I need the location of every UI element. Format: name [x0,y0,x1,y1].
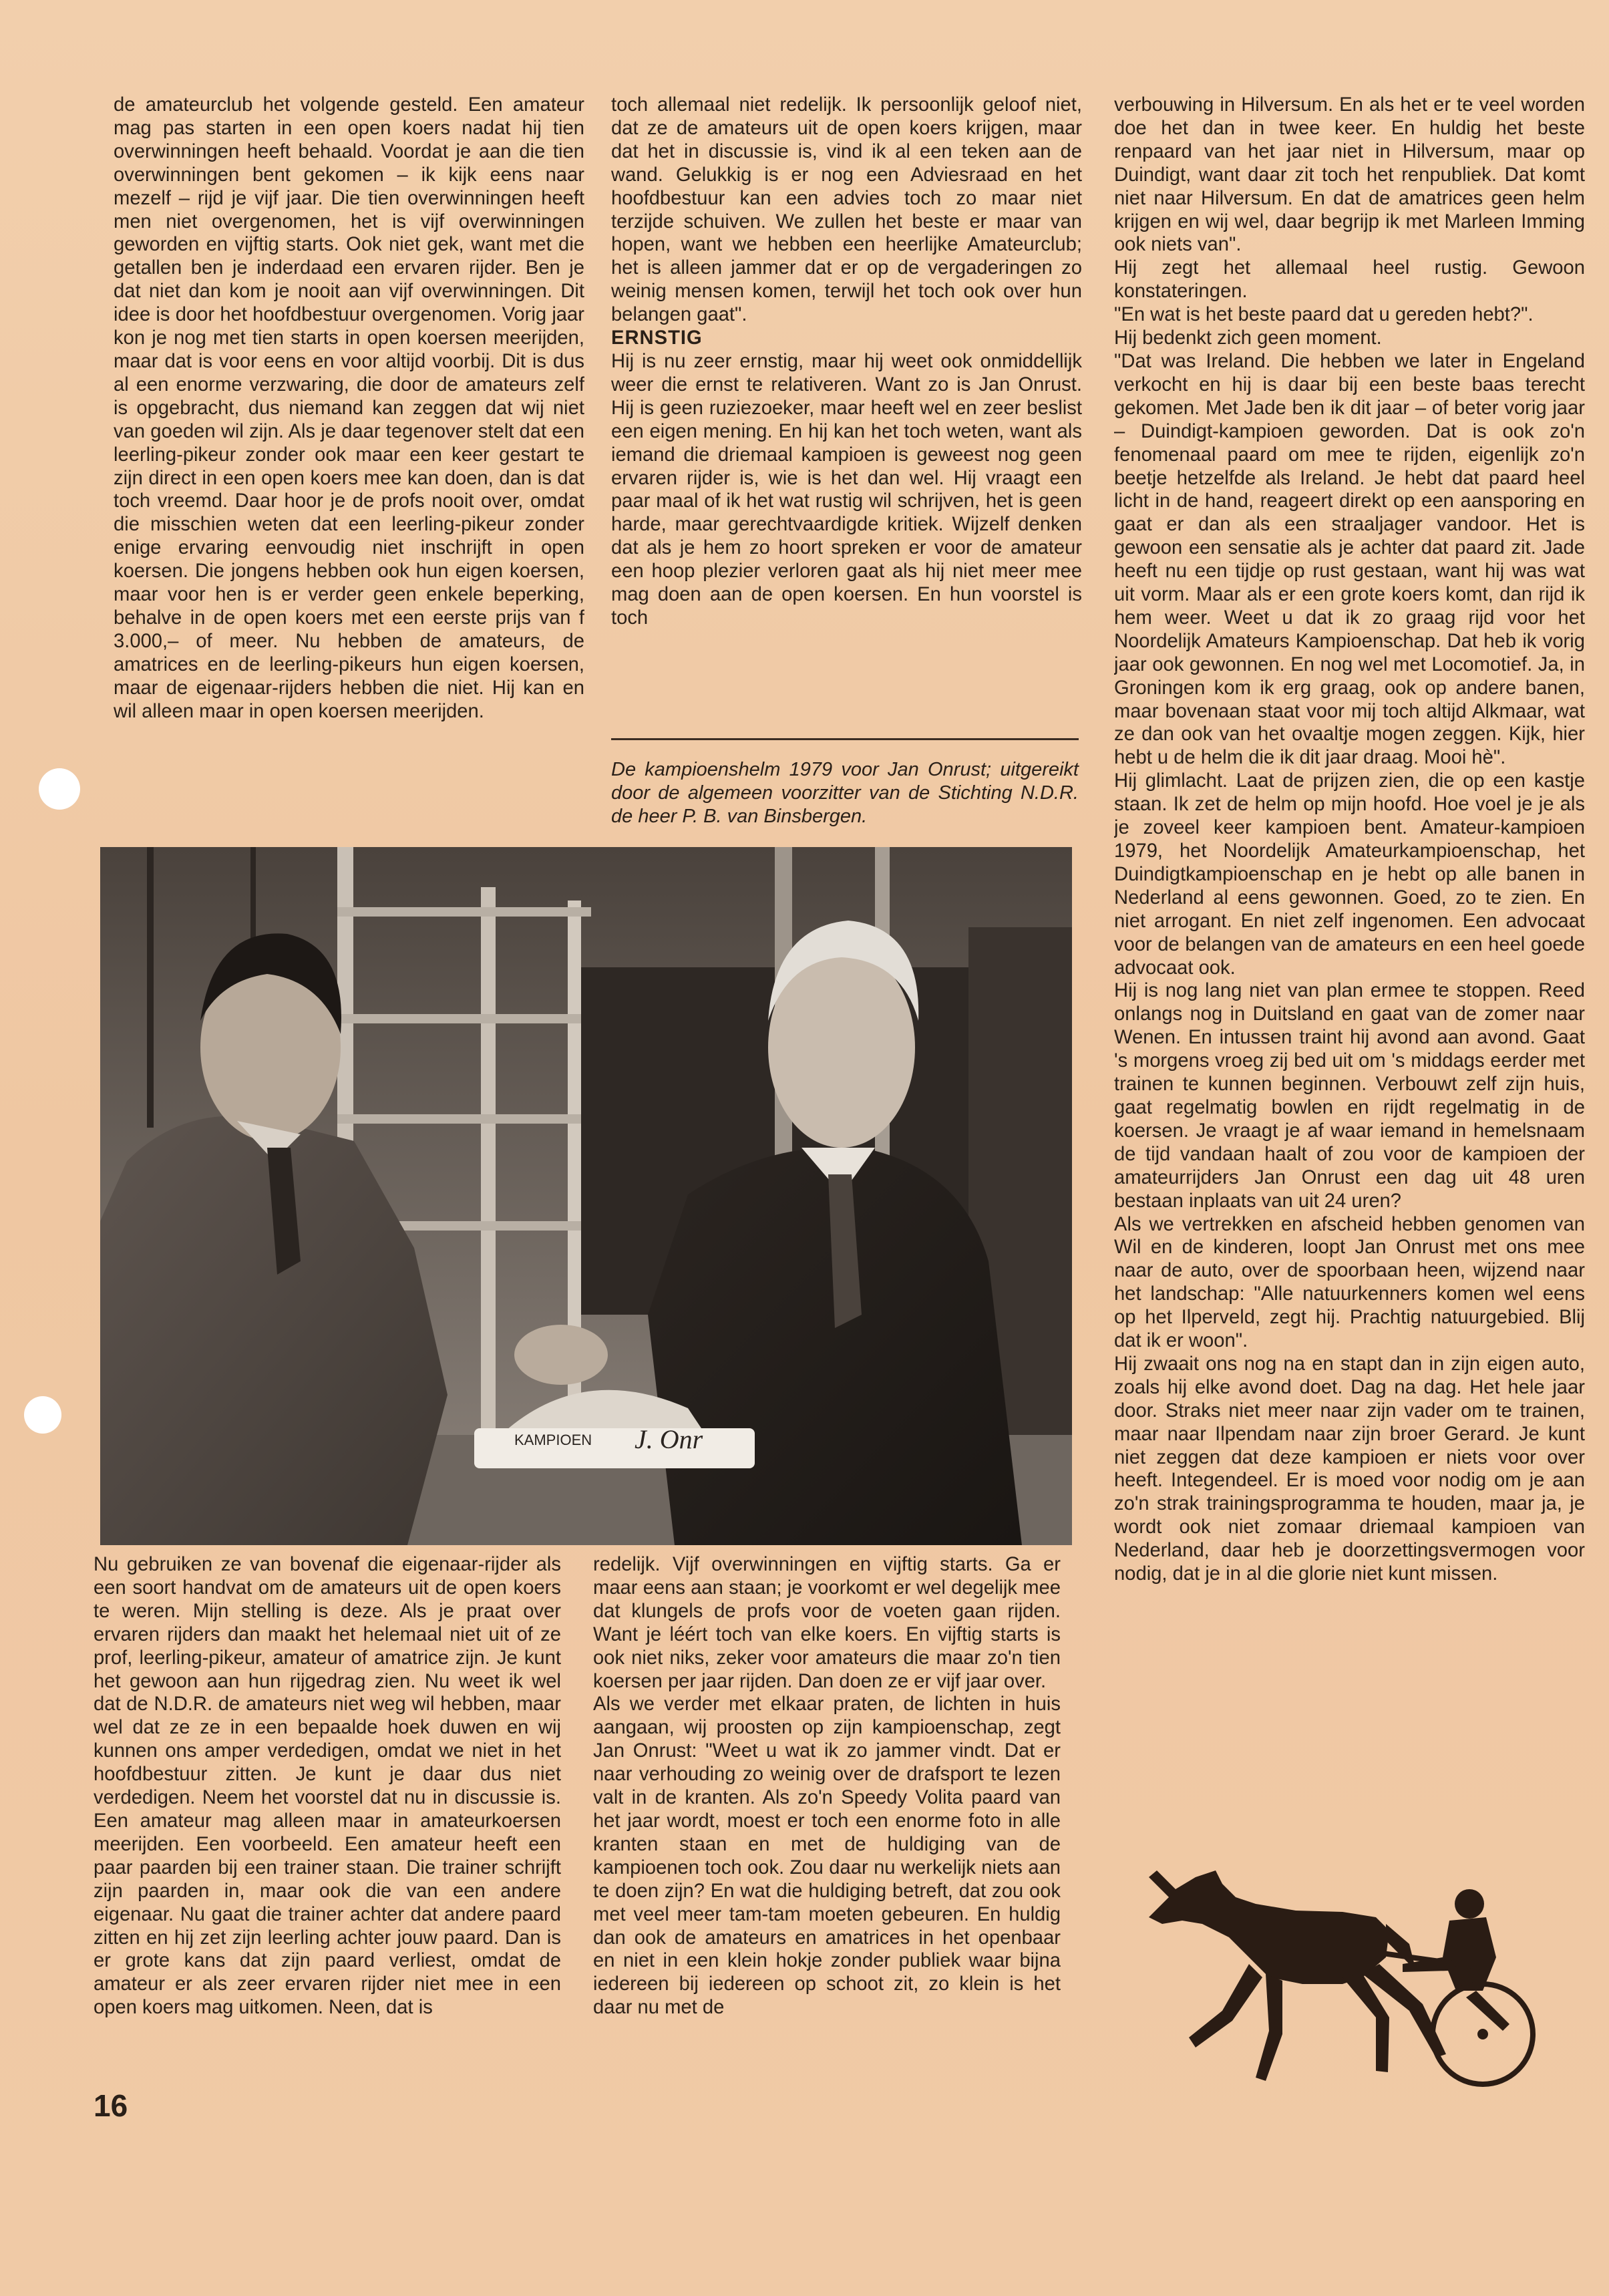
punch-hole-upper [39,768,80,810]
page-number: 16 [94,2088,128,2123]
trotter-horse-icon [1122,1857,1556,2098]
column-1-bottom [94,1553,561,2084]
column-2-bottom-text: redelijk. Vijf overwinningen en vijftig starts. Ga er maar eens aan staan; je voorkomt er wel degelijk mee dat klungels de profs voor de voeten gaan rijden. Want je léért toch van elke koers. En vijftig starts is ook niet niks, zeker voor amateurs die maar zo'n tien koersen per jaar rijden. Dan doen ze er vijf jaar over. Als we verder met elkaar praten, de lichten in huis aangaan, wij proosten op zijn kampioenschap, zegt Jan Onrust: "Weet u wat ik zo jammer vindt. Dat er naar verhouding zo weinig over de drafsport te lezen valt in de kranten. Als zo'n Speedy Volita paard van het jaar wordt, moest er toch een enorme foto in alle kranten staan en met de huldiging van de kampioenen toch ook. Zou daar nu werkelijk niets aan te doen zijn? En wat die huldiging betreft, dat zou ook met veel meer tam-tam moeten gebeuren. En huldig dan ook de amateurs en amatrices in het openbaar en niet in een klein hokje zonder publiek waar bijna iedereen bij iedereen op schoot zit, zo klein is het daar nu met de [593,1554,1061,2019]
column-3 [1114,94,1585,1830]
column-2-bottom [593,1553,1061,2084]
caption-divider [611,738,1079,740]
section-heading-ernstig: ERNSTIG [611,327,703,349]
helmet-label: KAMPIOEN [514,1432,592,1448]
column-1-bottom-text: Nu gebruiken ze van bovenaf die eigenaar-rijder als een soort handvat om de amateurs uit de open koers te weren. Mijn stelling is deze. Als je praat over ervaren rijders dan maakt het helemaal niet uit of ze prof, leerling-pikeur, amateur of amatrice zijn. Je kunt het gewoon aan hun rijgedrag zien. Nu weet ik wel dat de N.D.R. de amateurs niet weg wil hebben, maar wel dat ze ze in een bepaalde hoek duwen en wij kunnen ons amper verdedigen, omdat we niet in het hoofdbestuur zitten. Je kunt je daar dus niet verdedigen. Neem het voorstel dat nu in discussie is. Een amateur mag alleen maar in amateurkoersen meerijden. Een voorbeeld. Een amateur heeft een paar paarden bij een trainer staan. Die trainer schrijft zijn paarden in, maar ook die van een andere eigenaar. Nu gaat die trainer achter dat andere paard zitten en hij zet zijn leerling achter jouw paard. Dan is er grote kans dat zijn paard verliest, omdat de amateur er als zeer ervaren rijder niet mee in een open koers mag uitkomen. Neen, dat is [94,1554,561,2019]
column-2-ernstig-text: Hij is nu zeer ernstig, maar hij weet ook onmiddellijk weer die ernst te relativeren. Want zo is Jan Onrust. Hij is geen ruziezoeker, maar heeft wel en zeer beslist een eigen mening. En hij kan het toch weten, want als iemand die driemaal kampioen is geweest nog geen ervaren rijder is, wie is het dan wel. Hij vraagt een paar maal of ik het wat rustig wil schrijven, het is geen harde, maar gerechtvaardigde kritiek. Wijzelf denken dat als je hem zo hoort spreken er voor de amateur een hoop plezier verloren gaat als hij niet meer mee mag doen aan de open koersen. En hun voorstel is toch [611,350,1082,629]
punch-hole-lower [24,1396,61,1434]
column-2-top-text: toch allemaal niet redelijk. Ik persoonlijk geloof niet, dat ze de amateurs uit de open koers krijgen, maar dat het in discussie is, vind ik al een teken aan de wand. Gelukkig is er nog een Adviesraad en het hoofdbestuur kan een advies toch zo maar niet terzijde schuiven. We zullen het beste er maar van hopen, want we hebben een heerlijke Amateurclub; het is alleen jammer dat er op de vergaderingen zo weinig mensen komen, terwijl het toch ook over hun belangen gaat". [611,94,1082,326]
photo-caption: De kampioenshelm 1979 voor Jan Onrust; uitgereikt door de algemeen voorzitter van de Stichting N.D.R. de heer P. B. van Binsbergen. [611,759,1079,827]
column-3-text: verbouwing in Hilversum. En als het er te veel worden doe het dan in twee keer. En huldig het beste renpaard van het jaar niet in Hilversum, maar op Duindigt, want daar zit toch het renpubliek. Dat komt niet naar Hilversum. En dat de amatrices geen helm krijgen en wij wel, daar begrijp ik met Marleen Imming ook niets van". Hij zegt het allemaal heel rustig. Gewoon konstateringen. "En wat is het beste paard dat u gereden hebt?". Hij bedenkt zich geen moment. "Dat was Ireland. Die hebben we later in Engeland verkocht en hij is daar bij een beste baas terecht gekomen. Met Jade ben ik dit jaar – of beter vorig jaar – Duindigt-kampioen geworden. Dat is ook zo'n fenomenaal paard om mee te rijden, eigenlijk zo'n beetje hetzelfde als Ireland. Je hebt dat paard heel licht in de hand, reageert direkt op een aansporing en gaat er dan als een straaljager vandoor. Het is gewoon een sensatie als je achter dat paard zit. Jade heeft nu een tijdje op rust gestaan, want hij was wat uit vorm. Maar als er een grote koers komt, dan rijd ik hem weer. Weet u dat ik zo graag rijd voor het Noordelijk Amateurs Kampioenschap. Dat heb ik vorig jaar ook gewonnen. En nog wel met Locomotief. Ja, in Groningen kom ik erg graag, ook op andere banen, maar bovenaan staat voor mij toch altijd Alkmaar, wat ze dan ook van het ovaaltje mogen zeggen. Kijk, hier hebt u de helm die ik dit jaar draag. Mooi hè". Hij glimlacht. Laat de prijzen zien, die op een kastje staan. Ik zet de helm op mijn hoofd. Hoe voel je je als je zoveel keer kampioen bent. Amateur-kampioen 1979, het Noordelijk Amateurkampioenschap, het Duindigtkampioenschap en je hebt op alle banen in Nederland al eens gewonnen. Goed, zo te zien. En niet arrogant. En niet zelf ingenomen. Een advocaat voor de belangen van de amateurs en een heel goede advocaat ook. Hij is nog lang niet van plan ermee te stoppen. Reed onlangs nog in Duitsland en gaat van de zomer naar Wenen. En intussen traint hij avond aan avond. Gaat 's morgens vroeg zij bed uit om 's middags eerder met trainen te kunnen beginnen. Verbouwt zelf zijn huis, gaat regelmatig bowlen en rijdt regelmatig in de koersen. Je vraagt je af waar iemand in hemelsnaam de tijd vandaan haalt of zou voor de kampioen der amateurrijders Jan Onrust een dag uit 48 uren bestaan inplaats van uit 24 uren? Als we vertrekken en afscheid hebben genomen van Wil en de kinderen, loopt Jan Onrust met ons mee naar de auto, over de spoorbaan heen, wijzend naar het landschap: "Alle natuurkenners komen wel eens op het Ilperveld, zegt hij. Prachtig natuurgebied. Blij dat ik er woon". Hij zwaait ons nog na en stapt dan in zijn eigen auto, zoals hij elke avond doet. Dag na dag. Het hele jaar door. Straks niet meer naar zijn vader om te trainen, maar naar Ilpendam naar zijn broer Gerard. Je kunt niet zeggen dat deze kampioen er niets voor over heeft. Integendeel. Er is moed voor nodig om je aan zo'n strak trainingsprogramma te houden, maar ja, je wordt ook niet zomaar driemaal kampioen van Nederland, daar heb je doorzettingsvermogen voor nodig, dat je in al die glorie niet kunt missen. [1114,94,1585,1585]
award-photo-image [100,847,1072,1545]
award-photo [100,847,1072,1545]
column-1-top [114,94,584,832]
column-1-top-text: de amateurclub het volgende gesteld. Een amateur mag pas starten in een open koers nadat hij tien overwinningen heeft behaald. Voordat je aan die tien overwinningen bent gekomen – ik kijk eens naar mezelf – rijd je vijf jaar. Die tien overwinningen heeft men niet overgenomen, het is vijf overwinningen geworden en vijftig starts. Ook niet gek, want met die getallen ben je inderdaad een ervaren rijder. Ben je dat niet dan kom je nooit aan vijf overwinningen. Dit idee is door het hoofdbestuur overgenomen. Vorig jaar kon je nog met tien starts in open koersen meerijden, maar dat is voor eens en voor altijd voorbij. Dit is dus al een enorme verzwaring, die door de amateurs zelf is opgebracht, dus niemand kan zeggen dat wij niet van goeden wil zijn. Als je daar tegenover stelt dat een leerling-pikeur zonder ook maar een keer gestart te zijn direct in een open koers mee kan doen, dan is dat toch vreemd. Daar hoor je de profs nooit over, omdat die misschien weten dat een leerling-pikeur zonder enige ervaring eenvoudig niet inschrijft in open koersen. Die jongens hebben ook hun eigen koersen, maar voor hen is er verder geen enkele beperking, behalve in de open koers met een eerste prijs van f 3.000,– of meer. Nu hebben de amateurs, de amatrices en de leerling-pikeurs hun eigen koersen, maar de eigenaar-rijders hebben die niet. Hij kan en wil alleen maar in open koersen meerijden. [114,94,584,722]
column-2-top [611,94,1082,718]
helmet-signature: J. Onr [635,1424,703,1454]
